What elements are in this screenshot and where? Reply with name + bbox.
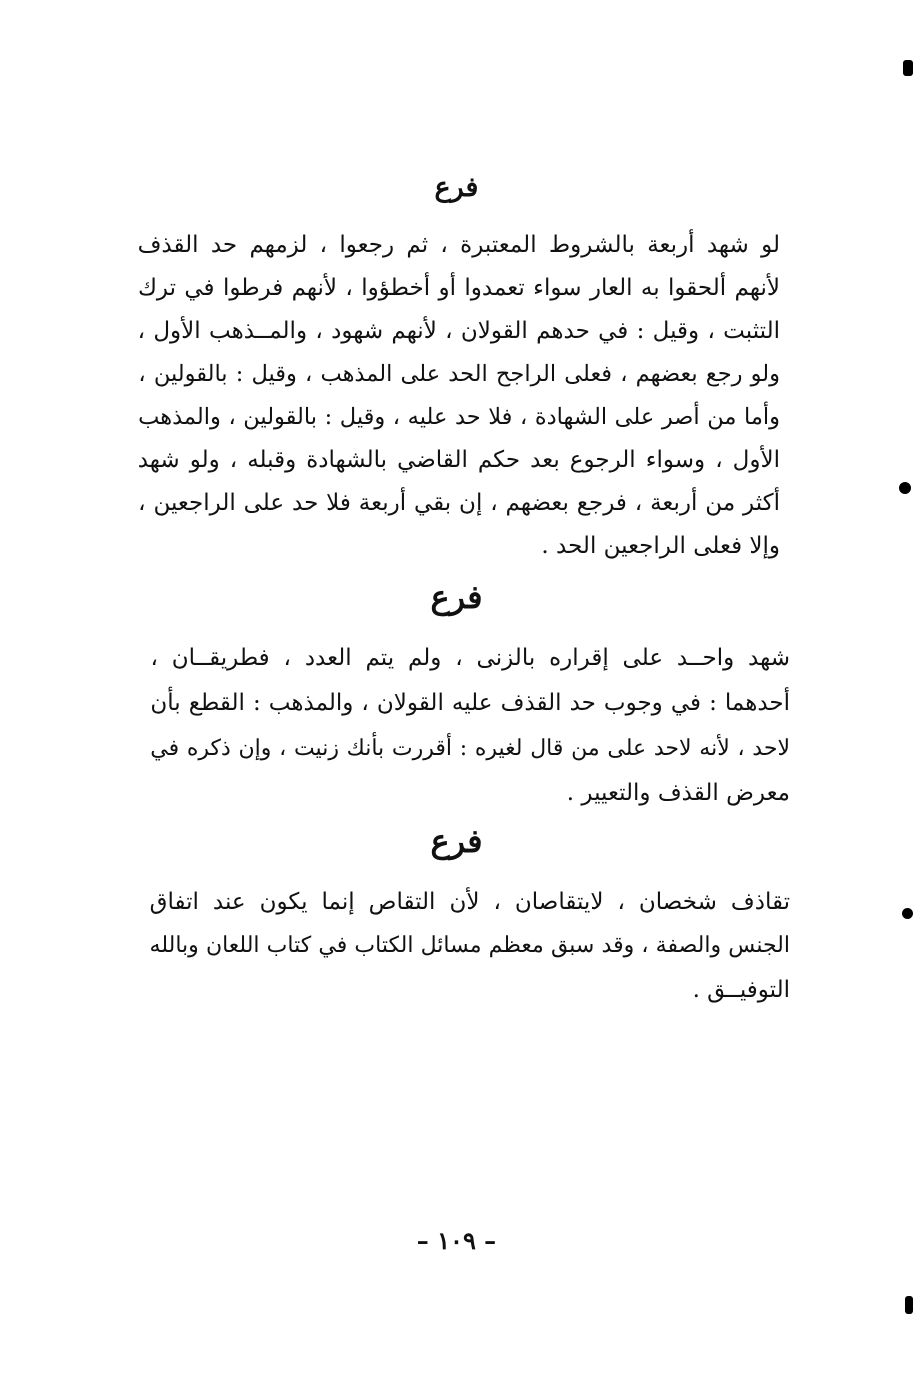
text-line: وأما من أصر على الشهادة ، فلا حد عليه ، وقيل : بالقولين ، والمذهب — [138, 404, 780, 430]
text-line: التوفيــق . — [692, 977, 790, 1003]
section-heading-1: فرع — [434, 172, 479, 203]
section-paragraph-3 — [150, 880, 790, 1012]
section-heading-2: فرع — [430, 578, 483, 616]
section-heading-3: فرع — [430, 822, 483, 860]
section-paragraph-2 — [150, 636, 790, 816]
text-line: أحدهما : في وجوب حد القذف عليه القولان ، والمذهب : القطع بأن — [150, 690, 790, 716]
text-line: الجنس والصفة ، وقد سبق معظم مسائل الكتاب في كتاب اللعان وبالله — [150, 933, 790, 958]
section-paragraph-1 — [138, 224, 780, 568]
text-line: شهد واحــد على إقراره بالزنى ، ولم يتم العدد ، فطريقــان ، — [150, 645, 790, 671]
scan-margin-mark — [899, 482, 911, 494]
text-line: تقاذف شخصان ، لايتقاصان ، لأن التقاص إنما يكون عند اتفاق — [150, 889, 790, 915]
page-number: – ١٠٩ – — [416, 1226, 497, 1255]
text-line: لاحد ، لأنه لاحد على من قال لغيره : أقررت بأنك زنيت ، وإن ذكره في — [150, 736, 790, 761]
scan-margin-mark — [905, 1296, 913, 1314]
text-line: معرض القذف والتعيير . — [566, 780, 790, 806]
text-line: التثبت ، وقيل : في حدهم القولان ، لأنهم شهود ، والمــذهب الأول ، — [138, 318, 780, 344]
text-line: ولو رجع بعضهم ، فعلى الراجح الحد على المذهب ، وقيل : بالقولين ، — [138, 361, 780, 387]
text-line: وإلا فعلى الراجعين الحد . — [541, 533, 780, 559]
scan-margin-mark — [903, 60, 913, 76]
text-line: الأول ، وسواء الرجوع بعد حكم القاضي بالشهادة وقبله ، ولو شهد — [138, 447, 780, 473]
text-line: لأنهم ألحقوا به العار سواء تعمدوا أو أخطؤوا ، لأنهم فرطوا في ترك — [138, 275, 780, 301]
text-line: أكثر من أربعة ، فرجع بعضهم ، إن بقي أربعة فلا حد على الراجعين ، — [138, 490, 780, 516]
text-line: لو شهد أربعة بالشروط المعتبرة ، ثم رجعوا ، لزمهم حد القذف — [138, 232, 780, 258]
scan-margin-mark — [902, 908, 913, 919]
